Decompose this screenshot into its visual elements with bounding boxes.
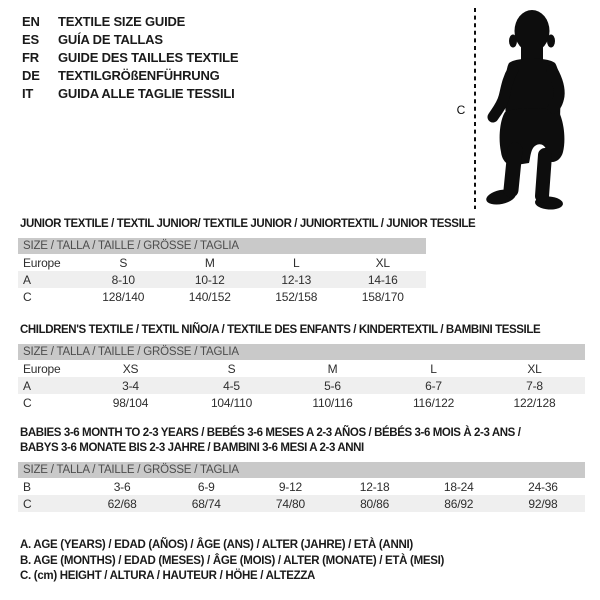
table-row (18, 478, 585, 495)
language-row (22, 67, 238, 85)
height-measure-label: C (456, 103, 466, 117)
table-cell: 6-9 (197, 479, 215, 494)
language-label: GUÍA DE TALLAS (58, 32, 163, 47)
table-row (18, 254, 426, 271)
table-title (20, 323, 585, 338)
table-cell: 74/80 (275, 496, 305, 511)
table-title (20, 217, 476, 232)
table-cell: 116/122 (412, 395, 455, 410)
size-table-section (18, 217, 476, 305)
table-cell: 80/86 (360, 496, 390, 511)
table-row (18, 271, 426, 288)
table-row (18, 394, 585, 411)
table-cell: 152/158 (275, 289, 318, 304)
language-code: IT (22, 86, 34, 101)
table-cell: 4-5 (223, 378, 240, 393)
table-cell: 24-36 (528, 479, 558, 494)
table-cell: 9-12 (278, 479, 303, 494)
table-cell: 8-10 (111, 272, 135, 287)
table-cell: S (227, 361, 236, 376)
row-label: A (23, 272, 31, 287)
table-cell: 110/116 (312, 395, 353, 410)
table-title-line: CHILDREN'S TEXTILE / TEXTIL NIÑO/A / TEXTILE DES ENFANTS / KINDERTEXTIL / BAMBINI TESSILE (20, 324, 541, 336)
table-cell: 122/128 (513, 395, 556, 410)
table-cell: 12-13 (281, 272, 312, 287)
language-label: GUIDE DES TAILLES TEXTILE (58, 50, 239, 65)
table-row (18, 377, 585, 394)
language-row (22, 49, 238, 67)
table-title-line: JUNIOR TEXTILE / TEXTIL JUNIOR/ TEXTILE JUNIOR / JUNIORTEXTIL / JUNIOR TESSILE (20, 218, 476, 230)
footnote-line: A. AGE (YEARS) / EDAD (AÑOS) / ÂGE (ANS) / ALTER (JAHRE) / ETÀ (ANNI) (20, 539, 413, 551)
table-row (18, 288, 426, 305)
table-cell: M (327, 361, 338, 376)
table-cell: 158/170 (361, 289, 404, 304)
table-title (20, 426, 585, 456)
language-code: DE (22, 68, 40, 83)
row-label: C (23, 496, 32, 511)
language-label: GUIDA ALLE TAGLIE TESSILI (58, 86, 235, 101)
language-row (22, 31, 238, 49)
language-code: FR (22, 50, 39, 65)
size-header-bar: SIZE / TALLA / TAILLE / GRÖSSE / TAGLIA (18, 238, 426, 254)
table-cell: L (430, 361, 437, 376)
table-cell: M (204, 255, 215, 270)
table-cell: 3-6 (113, 479, 131, 494)
baby-silhouette-icon (450, 0, 600, 215)
language-code: EN (22, 14, 40, 29)
baby-figure (450, 0, 600, 215)
size-table-section (18, 426, 585, 512)
table-cell: 98/104 (112, 395, 149, 410)
language-code: ES (22, 32, 39, 47)
table-cell: 3-4 (122, 378, 139, 393)
table-cell: S (119, 255, 128, 270)
row-label: A (23, 378, 31, 393)
table-cell: 14-16 (367, 272, 398, 287)
row-label: B (23, 479, 31, 494)
table-cell: 86/92 (444, 496, 474, 511)
table-cell: 104/110 (210, 395, 253, 410)
table-cell: 18-24 (443, 479, 474, 494)
row-label: Europe (23, 255, 61, 270)
row-label: C (23, 395, 32, 410)
table-cell: 5-6 (324, 378, 341, 393)
table-cell: 128/140 (102, 289, 145, 304)
table-cell: 7-8 (526, 378, 543, 393)
footnote-list (20, 538, 444, 585)
language-row (22, 13, 238, 31)
size-table-section (18, 323, 585, 411)
table-row (18, 495, 585, 512)
row-label: Europe (23, 361, 61, 376)
table-title-line: BABIES 3-6 MONTH TO 2-3 YEARS / BEBÉS 3-6 MESES A 2-3 AÑOS / BÉBÉS 3-6 MOIS À 2-3 ANS / (20, 427, 521, 439)
table-cell: 140/152 (188, 289, 231, 304)
size-header-bar: SIZE / TALLA / TAILLE / GRÖSSE / TAGLIA (18, 344, 585, 360)
table-title-line: BABYS 3-6 MONATE BIS 2-3 JAHRE / BAMBINI 3-6 MESI A 2-3 ANNI (20, 442, 364, 454)
language-title-list (22, 13, 238, 103)
footnote-line: C. (cm) HEIGHT / ALTURA / HAUTEUR / HÖHE / ALTEZZA (20, 570, 316, 582)
table-cell: 10-12 (194, 272, 225, 287)
table-cell: 12-18 (359, 479, 390, 494)
table-cell: XL (375, 255, 390, 270)
table-cell: XS (122, 361, 139, 376)
table-cell: 92/98 (528, 496, 558, 511)
language-label: TEXTILE SIZE GUIDE (58, 14, 186, 29)
table-row (18, 360, 585, 377)
size-header-bar: SIZE / TALLA / TAILLE / GRÖSSE / TAGLIA (18, 462, 585, 478)
language-row (22, 85, 238, 103)
table-cell: 68/74 (191, 496, 221, 511)
row-label: C (23, 289, 32, 304)
footnote-line: B. AGE (MONTHS) / EDAD (MESES) / ÂGE (MOIS) / ALTER (MONATE) / ETÀ (MESI) (20, 554, 445, 567)
table-cell: L (293, 255, 300, 270)
language-label: TEXTILGRÖßENFÜHRUNG (58, 68, 220, 83)
table-cell: 62/68 (107, 496, 137, 511)
table-cell: 6-7 (425, 378, 442, 393)
table-cell: XL (527, 361, 542, 376)
